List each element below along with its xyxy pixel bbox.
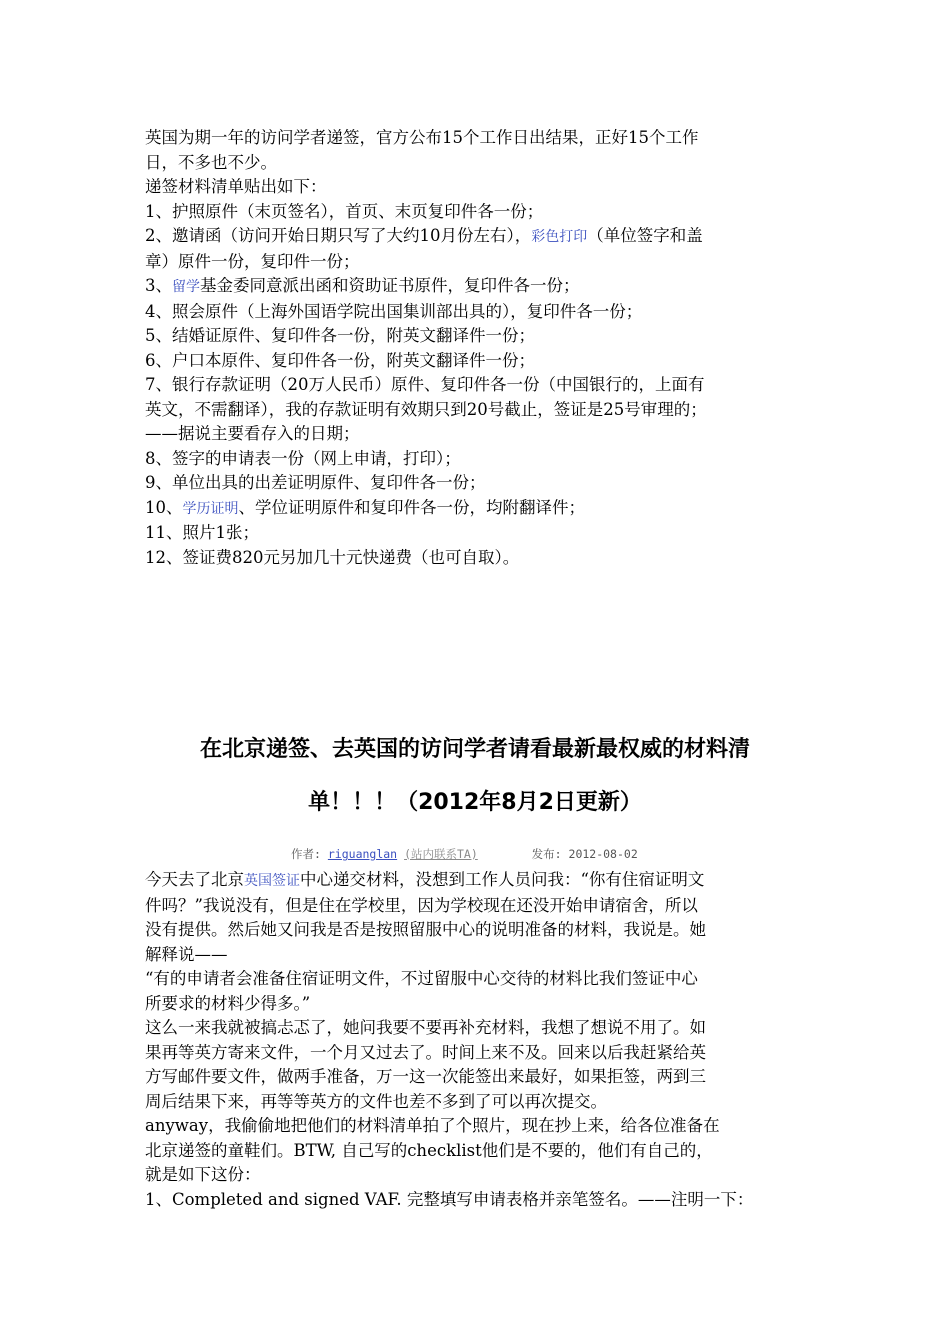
text-line: 英文，不需翻译），我的存款证明有效期只到20号截止，签证是25号审理的； xyxy=(145,399,707,419)
list-item: 1、Completed and signed VAF. 完整填写申请表格并亲笔签名。——注明一下： xyxy=(145,1189,754,1209)
article-title-line-2: 单！！！（2012年8月2日更新） xyxy=(308,790,642,815)
text-line xyxy=(145,868,825,894)
list-item: 4、照会原件（上海外国语学院出国集训部出具的），复印件各一份； xyxy=(145,301,643,321)
contact-author-link[interactable]: (站内联系TA) xyxy=(404,847,478,861)
text-line: 方写邮件要文件，做两手准备，万一这一次能签出来最好，如果拒签，两到三 xyxy=(145,1067,706,1086)
list-item: 12、签证费820元另加几十元快递费（也可自取）。 xyxy=(145,547,520,567)
text-line: 英国为期一年的访问学者递签，官方公布15个工作日出结果，正好15个工作 xyxy=(145,128,699,147)
author-label: 作者: xyxy=(291,847,321,861)
list-item: 8、签字的申请表一份（网上申请，打印）； xyxy=(145,448,461,468)
list-item-text: （单位签字和盖 xyxy=(587,226,703,245)
text-line: ——据说主要看存入的日期； xyxy=(145,424,360,443)
list-item-text: 2、邀请函（访问开始日期只写了大约10月份左右）， xyxy=(145,226,532,245)
article-meta xyxy=(291,846,638,862)
text-line: 解释说—— xyxy=(145,944,228,964)
list-item: 11、照片1张； xyxy=(145,523,259,542)
list-item-text: 10、 xyxy=(145,497,183,517)
text-line: 北京递签的童鞋们。BTW, 自己写的checklist他们是不要的，他们有自己的， xyxy=(145,1140,713,1160)
article-body xyxy=(145,868,825,1212)
list-item: 7、银行存款证明（20万人民币）原件、复印件各一份（中国银行的，上面有 xyxy=(145,375,705,394)
list-item xyxy=(145,224,825,250)
text-segment: 中心递交材料，没想到工作人员问我：“你有住宿证明文 xyxy=(300,870,705,889)
text-line: 周后结果下来，再等等英方的文件也差不多到了可以再次提交。 xyxy=(145,1091,607,1111)
publish-date: 2012-08-02 xyxy=(568,847,638,861)
text-line: “有的申请者会准备住宿证明文件，不过留服中心交待的材料比我们签证中心 xyxy=(145,969,698,988)
list-item: 1、护照原件（末页签名），首页、末页复印件各一份； xyxy=(145,201,544,221)
list-item: 5、结婚证原件、复印件各一份，附英文翻译件一份； xyxy=(145,326,535,345)
list-item-text: 、学位证明原件和复印件各一份，均附翻译件； xyxy=(238,497,585,517)
author-link[interactable]: riguanglan xyxy=(327,847,398,861)
text-line: 这么一来我就被搞忐忑了，她问我要不要再补充材料，我想了想说不用了。如 xyxy=(145,1018,706,1037)
text-line: 章）原件一份，复印件一份； xyxy=(145,251,360,271)
color-print-link[interactable]: 彩色打印 xyxy=(531,229,588,245)
text-line: 递签材料清单贴出如下： xyxy=(145,177,327,196)
text-line: 所要求的材料少得多。” xyxy=(145,993,311,1013)
date-label: 发布: xyxy=(531,847,562,861)
diploma-link[interactable]: 学历证明 xyxy=(182,500,239,517)
list-item: 9、单位出具的出差证明原件、复印件各一份； xyxy=(145,473,486,492)
article-title-line-1: 在北京递签、去英国的访问学者请看最新最权威的材料清 xyxy=(199,737,750,762)
text-line: anyway，我偷偷地把他们的材料清单拍了个照片，现在抄上来，给各位准备在 xyxy=(145,1116,720,1135)
visa-materials-list xyxy=(145,126,825,570)
list-item xyxy=(145,274,825,300)
list-item: 6、户口本原件、复印件各一份，附英文翻译件一份； xyxy=(145,350,535,370)
study-abroad-link[interactable]: 留学 xyxy=(172,279,200,295)
text-segment: 今天去了北京 xyxy=(145,870,244,889)
text-line: 件吗？”我说没有，但是住在学校里，因为学校现在还没开始申请宿舍，所以 xyxy=(145,895,698,915)
text-line: 果再等英方寄来文件，一个月又过去了。时间上来不及。回来以后我赶紧给英 xyxy=(145,1042,706,1062)
text-line: 没有提供。然后她又问我是否是按照留服中心的说明准备的材料，我说是。她 xyxy=(145,920,706,939)
list-item-text: 基金委同意派出函和资助证书原件，复印件各一份； xyxy=(200,276,580,295)
uk-visa-link[interactable]: 英国签证 xyxy=(244,873,300,889)
list-item xyxy=(145,496,825,522)
text-line: 就是如下这份： xyxy=(145,1165,261,1184)
list-item-text: 3、 xyxy=(145,276,172,295)
text-line: 日，不多也不少。 xyxy=(145,152,277,172)
